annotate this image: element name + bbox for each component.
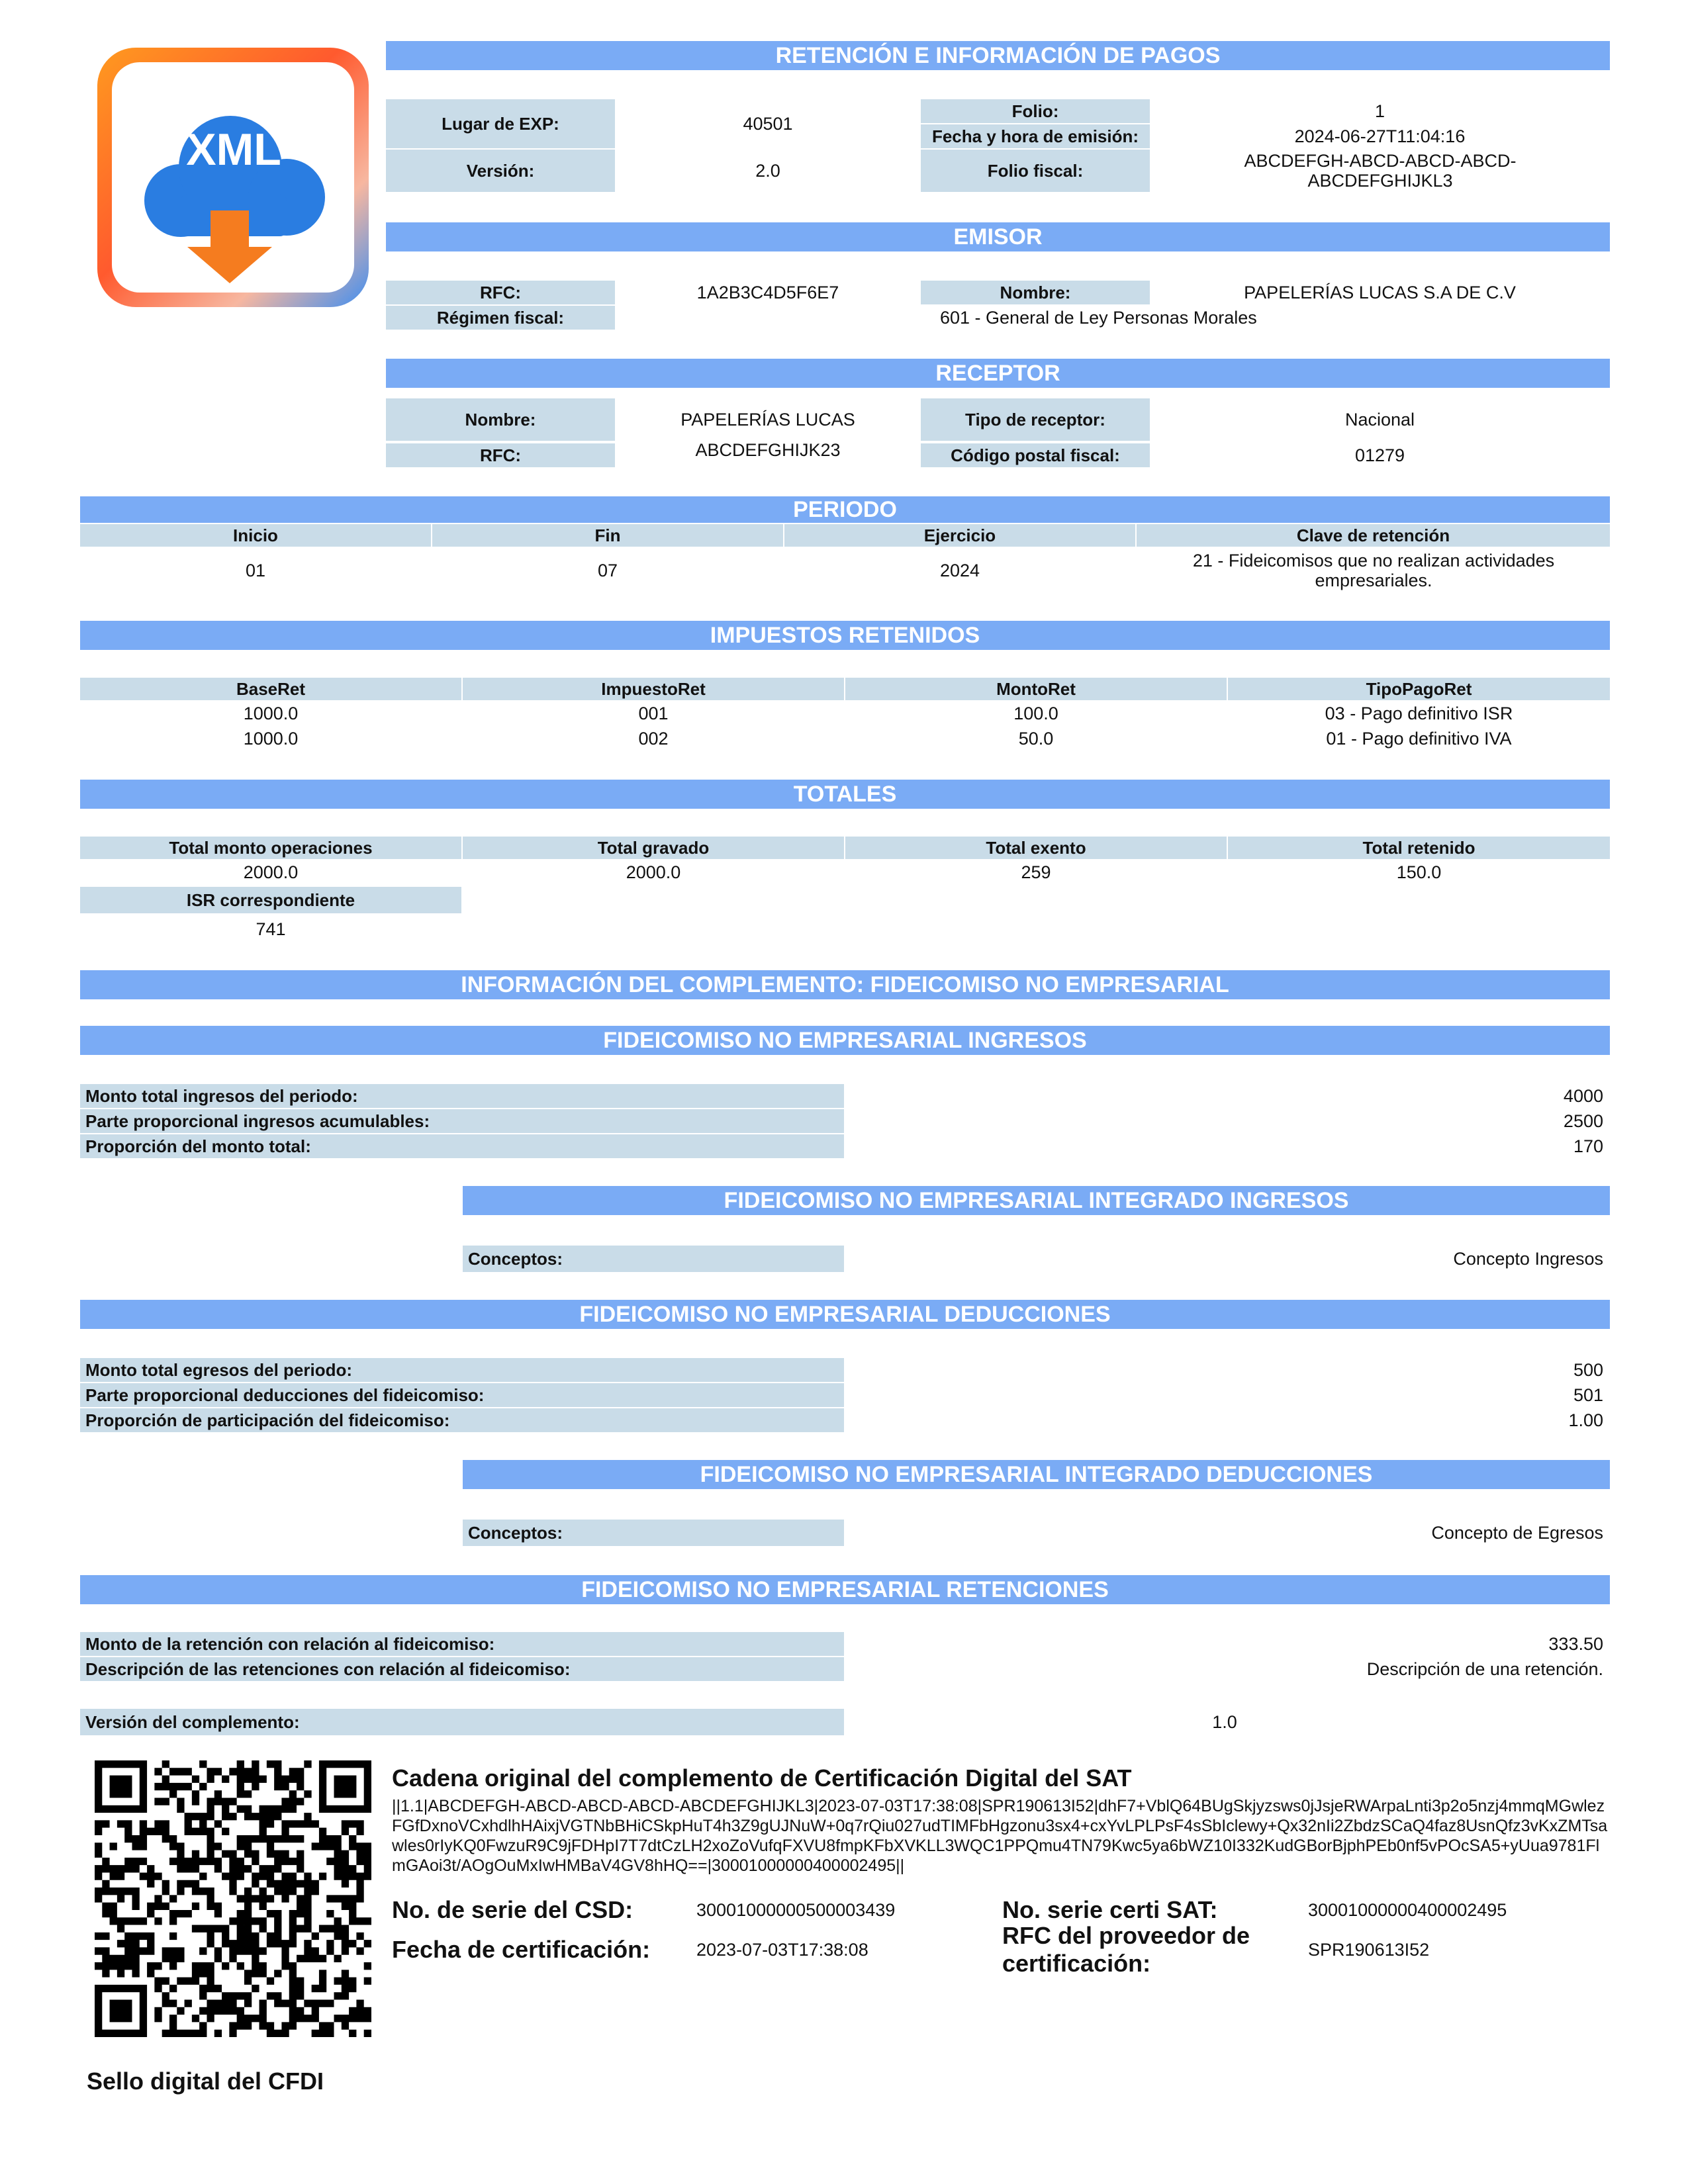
integrado-ingresos-title: FIDEICOMISO NO EMPRESARIAL INTEGRADO INGRESOS	[463, 1186, 1610, 1215]
emisor-rfc-value: 1A2B3C4D5F6E7	[696, 283, 839, 302]
sat-serie-label: No. serie certi SAT:	[1002, 1896, 1218, 1923]
fecha-certificacion-value: 2023-07-03T17:38:08	[696, 1940, 868, 1960]
folio-label: Folio:	[921, 99, 1150, 123]
totales-exento-value: 259	[1021, 862, 1051, 882]
emisor-regimen-value: 601 - General de Ley Personas Morales	[940, 308, 1257, 328]
ingresos-title: FIDEICOMISO NO EMPRESARIAL INGRESOS	[80, 1026, 1610, 1055]
header-title: RETENCIÓN E INFORMACIÓN DE PAGOS	[386, 41, 1610, 70]
integrado-deducciones-value: Concepto de Egresos	[1431, 1523, 1603, 1543]
impuestos-row-2-impuestoret: 002	[638, 729, 669, 749]
version-value: 2.0	[755, 161, 780, 181]
impuestos-row-2-montoret: 50.0	[1018, 729, 1054, 749]
ingresos-row-1-value: 4000	[1563, 1086, 1603, 1106]
impuestos-row-2-baseret: 1000.0	[243, 729, 299, 749]
cadena-original-value: ||1.1|ABCDEFGH-ABCD-ABCD-ABCD-ABCDEFGHIJKL3|2023-07-03T17:38:08|SPR190613I52|dhF7+VblQ64BUgSkjyzsws0jJsjeRWArpaLnti3p2o5nzj4mmqMGwlezFGfDxnoVCxhdlhHAixjVGTNbBHiCSkpHuT4h3Z9gUJNuW+0q7rQiu027udTIMFbHgzonu3sx4+cxYvLPLPsF4sSbIclewy+Qx32nIi2ZbdzSCaQ4faz8UsnQfz3vKxZMTsawles0rIyKQ0FwzuR9C9jFDHpI7T7dtCzLH2xoZoVufqFXVU8fmpKFbXVKLL3WQC1PPQmu4TN79Kwc5ya6bWZ10I332KudGBorBjphPEb0nf5vPOcSA5+yUua9781FlmGAoi3t/AOgOuMxIwHMBaV4GV8hHQ==|30001000000400002495||	[392, 1797, 1608, 1875]
impuestos-row-1-montoret: 100.0	[1013, 704, 1058, 723]
periodo-header-inicio: Inicio	[80, 524, 431, 547]
totales-header-exento: Total exento	[845, 837, 1227, 859]
retenciones-row-1-label: Monto de la retención con relación al fideicomiso:	[80, 1632, 844, 1656]
sello-digital-label: Sello digital del CFDI	[87, 2068, 324, 2095]
impuestos-header-impuestoret: ImpuestoRet	[463, 678, 844, 700]
isr-correspondiente-value: 741	[256, 919, 286, 939]
impuestos-title: IMPUESTOS RETENIDOS	[80, 621, 1610, 650]
rfc-proveedor-value: SPR190613I52	[1308, 1940, 1430, 1960]
tipo-receptor-label: Tipo de receptor:	[921, 398, 1150, 441]
retenciones-row-1-value: 333.50	[1548, 1634, 1603, 1654]
receptor-nombre-value: PAPELERÍAS LUCAS	[680, 410, 855, 430]
retenciones-title: FIDEICOMISO NO EMPRESARIAL RETENCIONES	[80, 1575, 1610, 1604]
deducciones-row-2-label: Parte proporcional deducciones del fideicomiso:	[80, 1383, 844, 1407]
periodo-ejercicio-value: 2024	[939, 561, 980, 580]
retenciones-row-2-label: Descripción de las retenciones con relación al fideicomiso:	[80, 1657, 844, 1681]
periodo-header-fin: Fin	[432, 524, 783, 547]
folio-value: 1	[1374, 101, 1385, 121]
receptor-rfc-value: ABCDEFGHIJK23	[695, 440, 841, 460]
cp-fiscal-value: 01279	[1354, 445, 1405, 465]
emisor-title: EMISOR	[386, 222, 1610, 251]
folio-fiscal-label: Folio fiscal:	[921, 150, 1150, 192]
tipo-receptor-value: Nacional	[1344, 410, 1415, 430]
csd-label: No. de serie del CSD:	[392, 1896, 633, 1923]
ingresos-row-2-value: 2500	[1563, 1111, 1603, 1131]
emisor-regimen-label: Régimen fiscal:	[386, 306, 615, 330]
receptor-rfc-label: RFC:	[386, 443, 615, 467]
isr-correspondiente-label: ISR correspondiente	[80, 887, 461, 913]
periodo-clave-value: 21 - Fideicomisos que no realizan actividades empresariales.	[1192, 551, 1555, 590]
impuestos-header-baseret: BaseRet	[80, 678, 461, 700]
totales-header-gravado: Total gravado	[463, 837, 844, 859]
totales-retenido-value: 150.0	[1396, 862, 1442, 882]
ingresos-row-1-label: Monto total ingresos del periodo:	[80, 1084, 844, 1108]
lugar-label: Lugar de EXP:	[386, 99, 615, 148]
totales-header-retenido: Total retenido	[1228, 837, 1610, 859]
fecha-certificacion-label: Fecha de certificación:	[392, 1936, 651, 1963]
fecha-emision-label: Fecha y hora de emisión:	[921, 124, 1150, 148]
emisor-rfc-label: RFC:	[386, 281, 615, 304]
receptor-nombre-label: Nombre:	[386, 398, 615, 441]
complemento-title: INFORMACIÓN DEL COMPLEMENTO: FIDEICOMISO NO EMPRESARIAL	[80, 970, 1610, 999]
version-complemento-label: Versión del complemento:	[80, 1709, 844, 1735]
periodo-fin-value: 07	[597, 561, 618, 580]
retenciones-row-2-value: Descripción de una retención.	[1366, 1659, 1603, 1679]
totales-operaciones-value: 2000.0	[243, 862, 299, 882]
rfc-proveedor-label: RFC del proveedor de certificación:	[1002, 1922, 1250, 1977]
xml-cloud-download-icon	[95, 45, 371, 310]
impuestos-row-2-tipopagoret: 01 - Pago definitivo IVA	[1326, 729, 1512, 749]
fecha-emision-value: 2024-06-27T11:04:16	[1294, 126, 1466, 146]
integrado-ingresos-value: Concepto Ingresos	[1453, 1249, 1603, 1269]
receptor-title: RECEPTOR	[386, 359, 1610, 388]
integrado-ingresos-label: Conceptos:	[463, 1246, 844, 1272]
version-complemento-value: 1.0	[1212, 1712, 1237, 1732]
cp-fiscal-label: Código postal fiscal:	[921, 443, 1150, 467]
periodo-inicio-value: 01	[245, 561, 266, 580]
deducciones-title: FIDEICOMISO NO EMPRESARIAL DEDUCCIONES	[80, 1300, 1610, 1329]
cadena-original-title: Cadena original del complemento de Certificación Digital del SAT	[392, 1764, 1132, 1792]
integrado-deducciones-label: Conceptos:	[463, 1520, 844, 1546]
impuestos-header-montoret: MontoRet	[845, 678, 1227, 700]
totales-title: TOTALES	[80, 780, 1610, 809]
emisor-nombre-value: PAPELERÍAS LUCAS S.A DE C.V	[1244, 283, 1516, 302]
emisor-nombre-label: Nombre:	[921, 281, 1150, 304]
folio-fiscal-value: ABCDEFGH-ABCD-ABCD-ABCD-ABCDEFGHIJKL3	[1244, 151, 1517, 191]
ingresos-row-2-label: Parte proporcional ingresos acumulables:	[80, 1109, 844, 1133]
lugar-value: 40501	[743, 114, 793, 134]
deducciones-row-3-value: 1.00	[1568, 1410, 1603, 1430]
impuestos-row-1-tipopagoret: 03 - Pago definitivo ISR	[1325, 704, 1513, 723]
ingresos-row-3-label: Proporción del monto total:	[80, 1134, 844, 1158]
deducciones-row-2-value: 501	[1573, 1385, 1603, 1405]
sat-serie-value: 30001000000400002495	[1308, 1900, 1507, 1920]
periodo-header-ejercicio: Ejercicio	[784, 524, 1135, 547]
integrado-deducciones-title: FIDEICOMISO NO EMPRESARIAL INTEGRADO DEDUCCIONES	[463, 1460, 1610, 1489]
deducciones-row-3-label: Proporción de participación del fideicomiso:	[80, 1408, 844, 1432]
logo-text: XML	[186, 124, 281, 175]
totales-gravado-value: 2000.0	[626, 862, 681, 882]
version-label: Versión:	[386, 150, 615, 192]
impuestos-row-1-impuestoret: 001	[638, 704, 669, 723]
deducciones-row-1-label: Monto total egresos del periodo:	[80, 1358, 844, 1382]
ingresos-row-3-value: 170	[1573, 1136, 1603, 1156]
impuestos-header-tipopagoret: TipoPagoRet	[1228, 678, 1610, 700]
impuestos-row-1-baseret: 1000.0	[243, 704, 299, 723]
qr-code	[95, 1760, 371, 2037]
qr-code-icon	[95, 1760, 371, 2037]
totales-header-operaciones: Total monto operaciones	[80, 837, 461, 859]
periodo-title: PERIODO	[80, 496, 1610, 523]
xml-logo	[95, 45, 371, 310]
periodo-header-clave: Clave de retención	[1137, 524, 1610, 547]
deducciones-row-1-value: 500	[1573, 1360, 1603, 1380]
csd-value: 30001000000500003439	[696, 1900, 896, 1920]
